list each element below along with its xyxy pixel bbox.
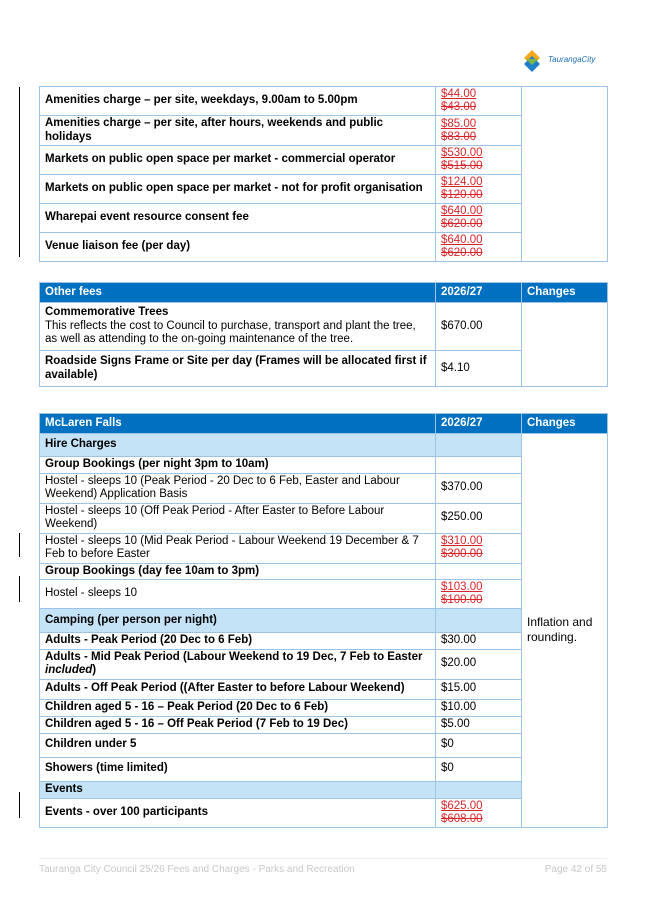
fee-value xyxy=(436,116,522,146)
old-value: $620.00 xyxy=(441,247,483,259)
header-mclaren-falls: McLaren Falls xyxy=(40,414,436,434)
fee-value: $0 xyxy=(436,733,522,757)
footer-title: Tauranga City Council 25/26 Fees and Charges - Parks and Recreation xyxy=(39,864,355,875)
header-changes: Changes xyxy=(522,283,608,303)
fee-label: Children under 5 xyxy=(40,733,436,757)
label-part: Adults - Mid Peak Period (Labour Weekend to 19 Dec, 7 Feb to Easter xyxy=(45,650,423,663)
label-part: ) xyxy=(92,664,97,676)
new-value: $625.00 xyxy=(441,799,483,812)
change-bar xyxy=(19,87,20,257)
fee-label: Children aged 5 - 16 – Off Peak Period (7 Feb to 19 Dec) xyxy=(40,716,436,733)
fee-label: Roadside Signs Frame or Site per day (Frames will be allocated first if available) xyxy=(40,351,436,387)
fee-value xyxy=(436,798,522,827)
mclaren-falls-table xyxy=(39,413,608,828)
header-year: 2026/27 xyxy=(436,414,522,434)
fee-label: Hostel - sleeps 10 xyxy=(40,580,436,609)
page-footer xyxy=(39,864,607,875)
fee-value xyxy=(436,87,522,116)
change-bar xyxy=(19,576,20,602)
subsection-group-night: Group Bookings (per night 3pm to 10am) xyxy=(40,457,436,474)
fee-label: Hostel - sleeps 10 (Mid Peak Period - Labour Weekend 19 December & 7 Feb to before Easter xyxy=(40,533,436,563)
fee-title: Commemorative Trees xyxy=(45,306,169,319)
fee-label: Wharepai event resource consent fee xyxy=(40,204,436,233)
fee-label: Venue liaison fee (per day) xyxy=(40,233,436,262)
changes-cell xyxy=(522,434,608,828)
new-value: $530.00 xyxy=(441,147,483,159)
header-other-fees: Other fees xyxy=(40,283,436,303)
fee-value: $370.00 xyxy=(436,473,522,503)
page-number: Page 42 of 55 xyxy=(544,864,607,875)
fee-label: Hostel - sleeps 10 (Off Peak Period - After Easter to Before Labour Weekend) xyxy=(40,503,436,533)
new-value: $310.00 xyxy=(441,535,483,547)
old-value: $43.00 xyxy=(441,101,477,113)
section-events: Events xyxy=(40,781,436,798)
changes-cell xyxy=(522,303,608,387)
fee-label: Adults - Peak Period (20 Dec to 6 Feb) xyxy=(40,633,436,650)
fee-value xyxy=(436,146,522,175)
fee-value: $4.10 xyxy=(436,351,522,387)
old-value: $120.00 xyxy=(441,189,483,201)
label-emphasis: included xyxy=(45,664,93,676)
new-value: $640.00 xyxy=(441,234,483,246)
section-value xyxy=(436,781,522,798)
old-value: $100.00 xyxy=(441,594,483,606)
park-fees-table-continued xyxy=(39,86,608,262)
change-bar xyxy=(19,533,20,557)
section-value xyxy=(436,434,522,457)
fee-value: $250.00 xyxy=(436,503,522,533)
fee-value: $10.00 xyxy=(436,699,522,716)
new-value: $85.00 xyxy=(441,117,477,130)
footer-divider xyxy=(39,858,607,859)
fee-value: $20.00 xyxy=(436,649,522,679)
change-bar xyxy=(19,792,20,818)
other-fees-table xyxy=(39,282,608,387)
section-hire-charges: Hire Charges xyxy=(40,434,436,457)
logo-text: TaurangaCity xyxy=(548,55,596,64)
fee-value xyxy=(436,204,522,233)
changes-cell xyxy=(522,87,608,262)
section-row xyxy=(40,434,608,457)
fee-label: Hostel - sleeps 10 (Peak Period - 20 Dec to 6 Feb, Easter and Labour Weekend) Application Basis xyxy=(40,473,436,503)
new-value: $124.00 xyxy=(441,176,483,188)
fee-value: $670.00 xyxy=(436,303,522,351)
fee-label: Children aged 5 - 16 – Peak Period (20 Dec to 6 Feb) xyxy=(40,699,436,716)
new-value: $640.00 xyxy=(441,205,483,217)
fee-value: $0 xyxy=(436,757,522,781)
header-year: 2026/27 xyxy=(436,283,522,303)
fee-value xyxy=(436,233,522,262)
section-camping: Camping (per person per night) xyxy=(40,609,436,633)
fee-label: Events - over 100 participants xyxy=(40,798,436,827)
old-value: $608.00 xyxy=(441,812,483,825)
new-value: $103.00 xyxy=(441,581,483,593)
fee-label: Markets on public open space per market - not for profit organisation xyxy=(40,175,436,204)
header-changes: Changes xyxy=(522,414,608,434)
old-value: $620.00 xyxy=(441,218,483,230)
fee-value xyxy=(436,457,522,474)
old-value: $515.00 xyxy=(441,160,483,172)
old-value: $83.00 xyxy=(441,130,477,143)
section-value xyxy=(436,609,522,633)
fee-value xyxy=(436,563,522,580)
fee-label: Amenities charge – per site, after hours, weekends and public holidays xyxy=(40,116,436,146)
fee-value: $5.00 xyxy=(436,716,522,733)
fee-description: This reflects the cost to Council to purchase, transport and plant the tree, as well as attending to the on-going maintenance of the tree. xyxy=(45,319,416,346)
fee-label xyxy=(40,649,436,679)
fee-value xyxy=(436,580,522,609)
fee-label: Amenities charge – per site, weekdays, 9.00am to 5.00pm xyxy=(40,87,436,116)
table-header-row xyxy=(40,283,608,303)
subsection-group-day: Group Bookings (day fee 10am to 3pm) xyxy=(40,563,436,580)
old-value: $300.00 xyxy=(441,548,483,560)
fee-label: Showers (time limited) xyxy=(40,757,436,781)
fee-value xyxy=(436,533,522,563)
fee-label: Adults - Off Peak Period ((After Easter to before Labour Weekend) xyxy=(40,679,436,699)
fee-label xyxy=(40,303,436,351)
table-row xyxy=(40,303,608,351)
fee-value xyxy=(436,175,522,204)
changes-note: Inflation and rounding. xyxy=(527,615,593,645)
fee-value: $15.00 xyxy=(436,679,522,699)
table-row xyxy=(40,87,608,116)
fee-label: Markets on public open space per market - commercial operator xyxy=(40,146,436,175)
fee-value: $30.00 xyxy=(436,633,522,650)
table-header-row xyxy=(40,414,608,434)
new-value: $44.00 xyxy=(441,88,477,100)
